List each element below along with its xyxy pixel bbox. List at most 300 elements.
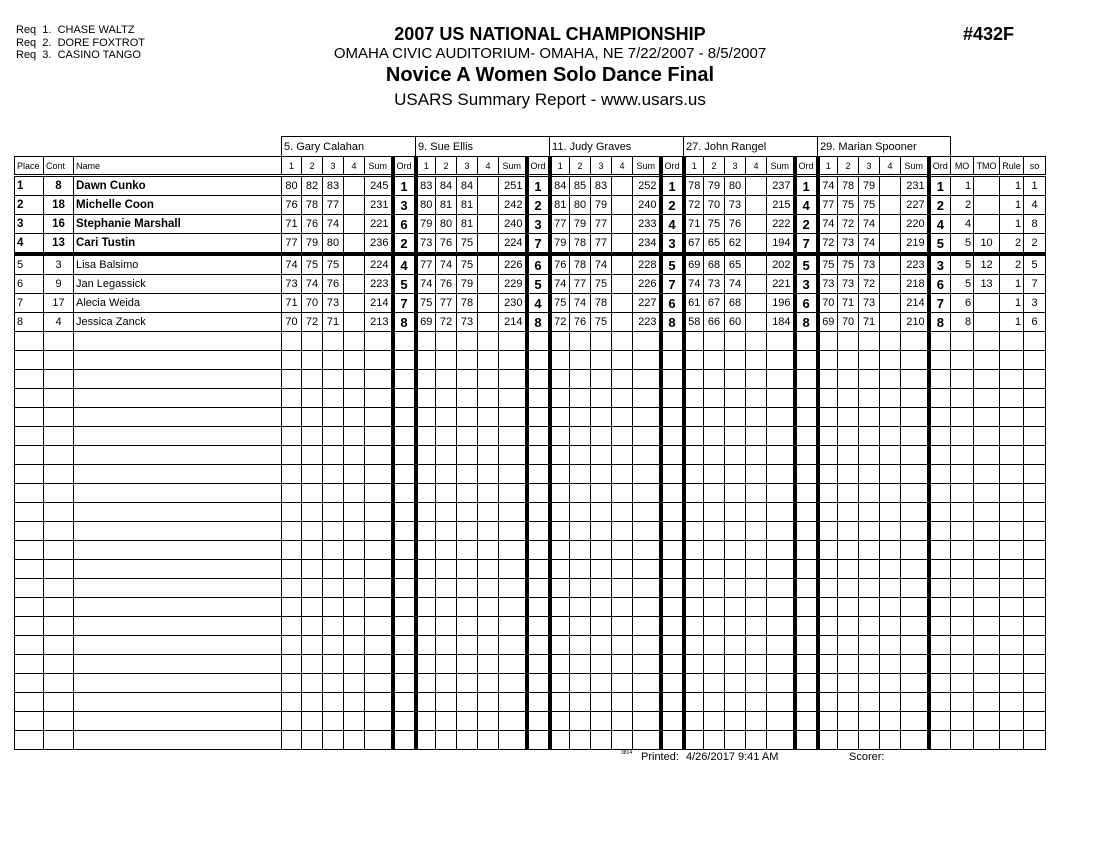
empty-cell <box>818 712 838 731</box>
empty-cell <box>591 731 612 750</box>
empty-cell <box>478 408 499 427</box>
empty-cell <box>929 484 951 503</box>
empty-cell <box>901 693 929 712</box>
empty-cell <box>591 579 612 598</box>
empty-cell <box>880 446 901 465</box>
empty-cell <box>323 579 344 598</box>
empty-cell <box>725 617 746 636</box>
empty-cell <box>633 693 661 712</box>
empty-cell <box>527 712 550 731</box>
empty-cell <box>457 598 478 617</box>
empty-cell <box>499 522 527 541</box>
empty-cell <box>684 598 704 617</box>
score-2: 78 <box>570 234 591 255</box>
empty-cell <box>570 465 591 484</box>
empty-cell <box>323 541 344 560</box>
empty-cell <box>570 598 591 617</box>
empty-cell <box>818 693 838 712</box>
sum-cell: 231 <box>901 176 929 196</box>
rule-cell: 1 <box>1000 176 1024 196</box>
empty-cell <box>591 636 612 655</box>
empty-cell <box>44 541 74 560</box>
empty-cell <box>74 389 282 408</box>
empty-cell <box>795 617 818 636</box>
empty-cell <box>365 446 393 465</box>
empty-cell <box>725 332 746 351</box>
sum-cell: 251 <box>499 176 527 196</box>
score-4 <box>344 234 365 255</box>
empty-cell <box>746 389 767 408</box>
empty-cell <box>344 579 365 598</box>
score-2: 75 <box>838 254 859 275</box>
empty-cell <box>725 484 746 503</box>
empty-cell <box>880 655 901 674</box>
empty-cell <box>499 617 527 636</box>
empty-cell <box>746 712 767 731</box>
empty-cell <box>591 655 612 674</box>
empty-cell <box>795 446 818 465</box>
empty-cell <box>746 465 767 484</box>
empty-cell <box>457 731 478 750</box>
sum-cell: 223 <box>365 275 393 294</box>
empty-cell <box>550 484 570 503</box>
empty-cell <box>838 617 859 636</box>
ordinal-cell: 8 <box>795 313 818 332</box>
score-2: 70 <box>704 196 725 215</box>
empty-cell <box>795 541 818 560</box>
empty-cell <box>570 427 591 446</box>
empty-cell <box>767 408 795 427</box>
empty-cell <box>746 579 767 598</box>
empty-cell <box>591 503 612 522</box>
place-cell: 4 <box>15 234 44 255</box>
empty-cell <box>323 332 344 351</box>
ordinal-cell: 1 <box>929 176 951 196</box>
empty-cell <box>365 655 393 674</box>
empty-cell <box>880 332 901 351</box>
empty-cell <box>416 674 436 693</box>
score-3: 76 <box>323 275 344 294</box>
ordinal-cell: 1 <box>527 176 550 196</box>
col-header-mo: MO <box>951 157 974 176</box>
empty-cell <box>499 712 527 731</box>
empty-cell <box>1024 655 1046 674</box>
empty-cell <box>1024 598 1046 617</box>
empty-cell <box>550 560 570 579</box>
empty-cell <box>704 370 725 389</box>
empty-cell <box>661 579 684 598</box>
sum-cell: 202 <box>767 254 795 275</box>
score-4 <box>344 254 365 275</box>
empty-cell <box>302 427 323 446</box>
empty-cell <box>416 427 436 446</box>
empty-row <box>15 427 1046 446</box>
empty-cell <box>282 465 302 484</box>
empty-cell <box>436 389 457 408</box>
score-1: 71 <box>684 215 704 234</box>
tmo-cell <box>974 215 1000 234</box>
empty-cell <box>591 617 612 636</box>
empty-row <box>15 332 1046 351</box>
empty-cell <box>478 351 499 370</box>
sum-cell: 240 <box>499 215 527 234</box>
col-header-sum: Sum <box>633 157 661 176</box>
empty-cell <box>365 674 393 693</box>
ordinal-cell: 3 <box>795 275 818 294</box>
empty-cell <box>901 389 929 408</box>
score-1: 72 <box>818 234 838 255</box>
empty-cell <box>550 712 570 731</box>
score-4 <box>880 234 901 255</box>
empty-cell <box>633 655 661 674</box>
score-2: 82 <box>302 176 323 196</box>
score-2: 73 <box>838 275 859 294</box>
empty-cell <box>15 446 44 465</box>
sum-cell: 224 <box>365 254 393 275</box>
empty-cell <box>974 370 1000 389</box>
empty-cell <box>393 427 416 446</box>
score-1: 74 <box>282 254 302 275</box>
empty-cell <box>838 408 859 427</box>
empty-cell <box>15 351 44 370</box>
empty-cell <box>591 712 612 731</box>
score-2: 76 <box>302 215 323 234</box>
empty-cell <box>725 636 746 655</box>
table-row <box>15 215 1046 234</box>
ordinal-cell: 6 <box>527 254 550 275</box>
col-header-s2: 2 <box>704 157 725 176</box>
empty-cell <box>282 712 302 731</box>
empty-cell <box>838 522 859 541</box>
score-4 <box>880 294 901 313</box>
empty-cell <box>499 503 527 522</box>
cont-cell: 3 <box>44 254 74 275</box>
empty-cell <box>1024 731 1046 750</box>
empty-cell <box>795 427 818 446</box>
empty-cell <box>457 351 478 370</box>
score-2: 80 <box>570 196 591 215</box>
empty-cell <box>527 446 550 465</box>
ordinal-cell: 2 <box>393 234 416 255</box>
empty-cell <box>951 541 974 560</box>
empty-cell <box>74 579 282 598</box>
score-4 <box>612 234 633 255</box>
empty-cell <box>44 617 74 636</box>
empty-cell <box>859 579 880 598</box>
col-header-s4: 4 <box>746 157 767 176</box>
empty-cell <box>527 560 550 579</box>
empty-cell <box>393 579 416 598</box>
ordinal-cell: 7 <box>393 294 416 313</box>
sum-cell: 218 <box>901 275 929 294</box>
score-2: 66 <box>704 313 725 332</box>
judge-name: 11. Judy Graves <box>550 137 684 157</box>
empty-cell <box>633 674 661 693</box>
score-2: 65 <box>704 234 725 255</box>
empty-cell <box>746 427 767 446</box>
name-cell: Jan Legassick <box>74 275 282 294</box>
empty-cell <box>457 560 478 579</box>
empty-cell <box>591 541 612 560</box>
empty-cell <box>1024 636 1046 655</box>
empty-cell <box>527 389 550 408</box>
empty-cell <box>527 541 550 560</box>
empty-cell <box>457 522 478 541</box>
event-code: #432F <box>963 24 1015 44</box>
empty-cell <box>527 579 550 598</box>
tiny-code: 3814 <box>621 750 633 756</box>
empty-cell <box>365 427 393 446</box>
empty-cell <box>44 427 74 446</box>
empty-cell <box>302 636 323 655</box>
empty-cell <box>15 389 44 408</box>
ordinal-cell: 3 <box>661 234 684 255</box>
ordinal-cell: 8 <box>393 313 416 332</box>
empty-cell <box>436 617 457 636</box>
score-2: 79 <box>704 176 725 196</box>
empty-cell <box>15 370 44 389</box>
empty-cell <box>818 560 838 579</box>
empty-cell <box>74 332 282 351</box>
empty-cell <box>282 408 302 427</box>
empty-cell <box>1000 351 1024 370</box>
empty-cell <box>818 731 838 750</box>
empty-cell <box>323 674 344 693</box>
empty-cell <box>929 446 951 465</box>
empty-cell <box>282 731 302 750</box>
score-4 <box>478 294 499 313</box>
empty-cell <box>74 636 282 655</box>
empty-cell <box>704 332 725 351</box>
empty-cell <box>795 731 818 750</box>
score-4 <box>746 234 767 255</box>
empty-cell <box>901 351 929 370</box>
empty-cell <box>859 370 880 389</box>
cont-cell: 17 <box>44 294 74 313</box>
empty-cell <box>951 598 974 617</box>
empty-cell <box>901 598 929 617</box>
score-3: 83 <box>591 176 612 196</box>
empty-cell <box>365 541 393 560</box>
col-header-tmo: TMO <box>974 157 1000 176</box>
empty-cell <box>15 484 44 503</box>
empty-cell <box>746 617 767 636</box>
empty-cell <box>929 712 951 731</box>
empty-cell <box>478 712 499 731</box>
place-cell: 6 <box>15 275 44 294</box>
empty-cell <box>591 427 612 446</box>
score-4 <box>880 275 901 294</box>
empty-cell <box>416 484 436 503</box>
score-1: 76 <box>282 196 302 215</box>
empty-cell <box>633 465 661 484</box>
empty-cell <box>684 560 704 579</box>
empty-cell <box>527 503 550 522</box>
empty-cell <box>859 351 880 370</box>
requirement-item: Req 2. DORE FOXTROT <box>16 36 145 49</box>
empty-cell <box>550 655 570 674</box>
empty-cell <box>44 598 74 617</box>
sum-cell: 214 <box>499 313 527 332</box>
empty-cell <box>591 465 612 484</box>
place-cell: 3 <box>15 215 44 234</box>
empty-cell <box>704 617 725 636</box>
score-3: 75 <box>323 254 344 275</box>
empty-row <box>15 712 1046 731</box>
empty-cell <box>344 370 365 389</box>
empty-cell <box>661 541 684 560</box>
sum-cell: 227 <box>901 196 929 215</box>
sum-cell: 228 <box>633 254 661 275</box>
empty-cell <box>901 636 929 655</box>
empty-cell <box>15 579 44 598</box>
empty-cell <box>704 731 725 750</box>
empty-cell <box>393 332 416 351</box>
empty-cell <box>684 389 704 408</box>
empty-cell <box>302 389 323 408</box>
empty-cell <box>344 731 365 750</box>
empty-cell <box>929 674 951 693</box>
empty-cell <box>838 503 859 522</box>
empty-cell <box>929 522 951 541</box>
ordinal-cell: 6 <box>795 294 818 313</box>
col-header-sum: Sum <box>901 157 929 176</box>
empty-cell <box>393 617 416 636</box>
sum-cell: 194 <box>767 234 795 255</box>
sum-cell: 221 <box>767 275 795 294</box>
empty-cell <box>393 408 416 427</box>
col-header-s1: 1 <box>416 157 436 176</box>
empty-cell <box>344 617 365 636</box>
empty-cell <box>633 408 661 427</box>
empty-cell <box>44 560 74 579</box>
score-1: 83 <box>416 176 436 196</box>
empty-cell <box>323 370 344 389</box>
empty-cell <box>974 560 1000 579</box>
so-cell: 3 <box>1024 294 1046 313</box>
empty-cell <box>302 693 323 712</box>
empty-cell <box>859 636 880 655</box>
empty-cell <box>951 731 974 750</box>
empty-cell <box>74 351 282 370</box>
score-4 <box>478 215 499 234</box>
empty-cell <box>859 560 880 579</box>
empty-cell <box>725 598 746 617</box>
empty-cell <box>1024 446 1046 465</box>
empty-cell <box>302 370 323 389</box>
empty-cell <box>282 427 302 446</box>
empty-cell <box>795 598 818 617</box>
empty-cell <box>436 446 457 465</box>
empty-cell <box>74 598 282 617</box>
score-3: 74 <box>323 215 344 234</box>
name-cell: Cari Tustin <box>74 234 282 255</box>
col-header-s3: 3 <box>725 157 746 176</box>
table-row <box>15 313 1046 332</box>
score-1: 75 <box>818 254 838 275</box>
empty-cell <box>612 617 633 636</box>
score-3: 77 <box>323 196 344 215</box>
empty-cell <box>725 351 746 370</box>
empty-cell <box>859 731 880 750</box>
empty-cell <box>880 674 901 693</box>
empty-cell <box>478 446 499 465</box>
empty-cell <box>1024 408 1046 427</box>
empty-cell <box>612 598 633 617</box>
ordinal-cell: 5 <box>527 275 550 294</box>
empty-cell <box>725 693 746 712</box>
empty-cell <box>282 370 302 389</box>
empty-cell <box>901 332 929 351</box>
empty-cell <box>365 484 393 503</box>
empty-cell <box>527 731 550 750</box>
empty-cell <box>74 446 282 465</box>
score-3: 75 <box>591 313 612 332</box>
rule-cell: 1 <box>1000 294 1024 313</box>
so-cell: 6 <box>1024 313 1046 332</box>
empty-cell <box>818 465 838 484</box>
empty-cell <box>767 712 795 731</box>
event-name: Novice A Women Solo Dance Final <box>385 64 715 86</box>
empty-cell <box>570 674 591 693</box>
empty-cell <box>499 731 527 750</box>
report-subtitle: USARS Summary Report - www.usars.us <box>394 90 706 109</box>
empty-cell <box>612 636 633 655</box>
score-1: 61 <box>684 294 704 313</box>
empty-cell <box>478 503 499 522</box>
empty-cell <box>1000 465 1024 484</box>
score-2: 75 <box>704 215 725 234</box>
empty-cell <box>570 693 591 712</box>
empty-cell <box>612 484 633 503</box>
score-4 <box>612 254 633 275</box>
score-1: 71 <box>282 294 302 313</box>
empty-cell <box>612 408 633 427</box>
empty-cell <box>974 655 1000 674</box>
empty-cell <box>323 465 344 484</box>
score-1: 80 <box>282 176 302 196</box>
empty-cell <box>527 465 550 484</box>
empty-cell <box>951 655 974 674</box>
empty-cell <box>527 655 550 674</box>
empty-cell <box>457 408 478 427</box>
sum-cell: 229 <box>499 275 527 294</box>
empty-cell <box>344 332 365 351</box>
empty-cell <box>44 579 74 598</box>
empty-cell <box>1024 465 1046 484</box>
empty-cell <box>1000 408 1024 427</box>
empty-cell <box>323 560 344 579</box>
score-2: 67 <box>704 294 725 313</box>
requirement-item: Req 3. CASINO TANGO <box>16 49 141 61</box>
score-2: 75 <box>302 254 323 275</box>
table-row <box>15 275 1046 294</box>
score-4 <box>478 176 499 196</box>
empty-cell <box>838 484 859 503</box>
score-1: 67 <box>684 234 704 255</box>
empty-cell <box>416 655 436 674</box>
empty-cell <box>1000 332 1024 351</box>
empty-cell <box>795 408 818 427</box>
empty-cell <box>684 465 704 484</box>
empty-cell <box>929 351 951 370</box>
printed-label: Printed: <box>641 751 679 763</box>
empty-row <box>15 370 1046 389</box>
empty-row <box>15 503 1046 522</box>
empty-cell <box>859 541 880 560</box>
empty-cell <box>570 484 591 503</box>
empty-cell <box>1000 731 1024 750</box>
